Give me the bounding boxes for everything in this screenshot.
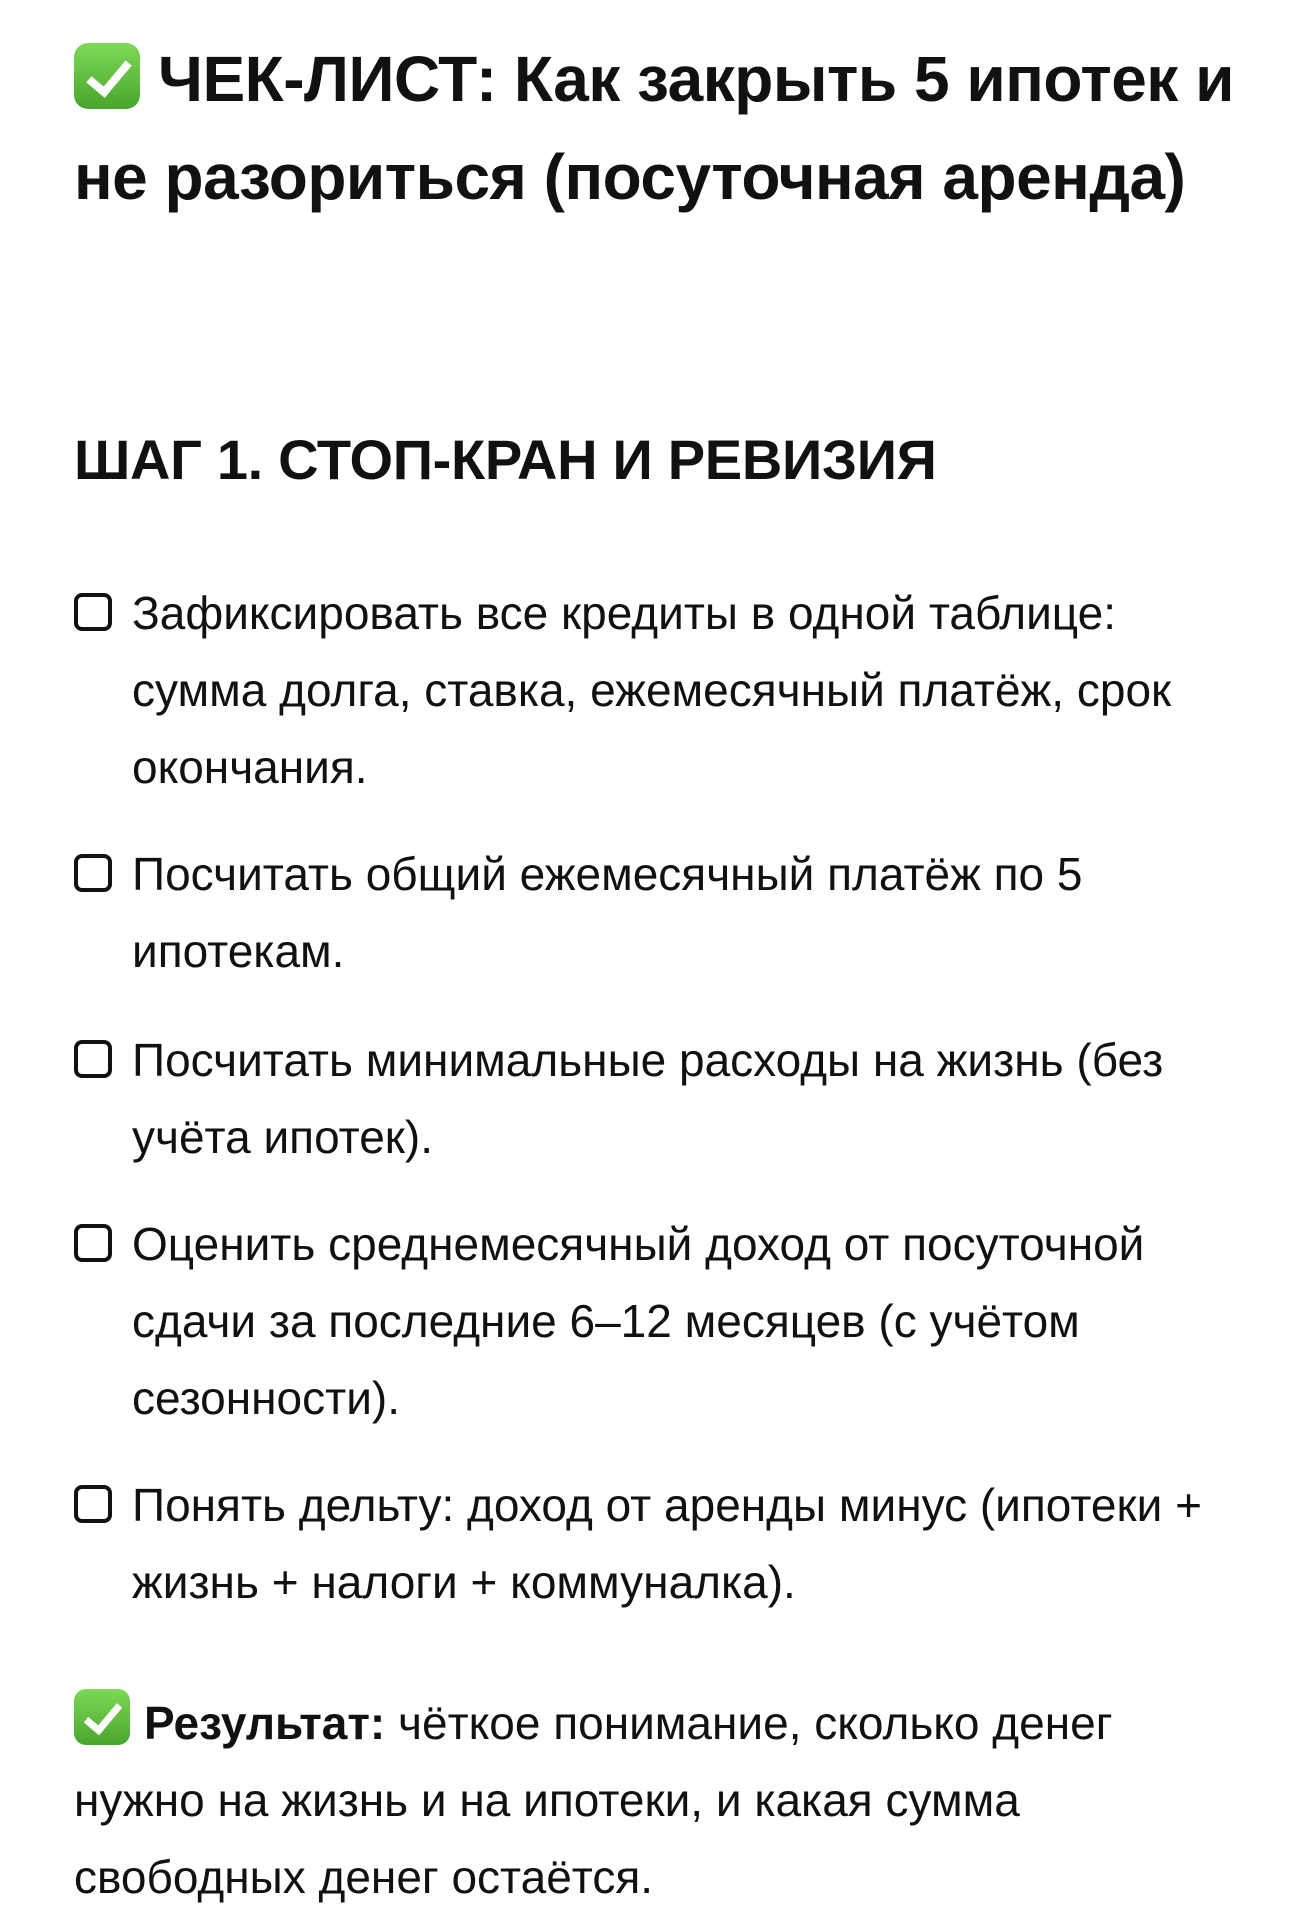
checkbox[interactable] (74, 854, 112, 892)
check-mark-icon (74, 1689, 130, 1745)
checklist-item-text: Посчитать общий ежемесячный платёж по 5 ипотекам. (132, 848, 1083, 977)
result-text: чёткое понимание, сколько денег нужно на жизнь и на ипотеки, и какая сумма свободных денег остаётся. (74, 1697, 1113, 1903)
checklist-item-text: Оценить среднемесячный доход от посуточной сдачи за последние 6–12 месяцев (с учётом сезонности). (132, 1218, 1145, 1424)
checkbox[interactable] (74, 1040, 112, 1078)
checkbox[interactable] (74, 1224, 112, 1262)
check-mark-icon (74, 43, 140, 109)
checklist-item-text: Зафиксировать все кредиты в одной таблице: сумма долга, ставка, ежемесячный платёж, срок окончания. (132, 587, 1172, 793)
checkbox[interactable] (74, 593, 112, 631)
checklist (74, 575, 1254, 1651)
checklist-item-text: Понять дельту: доход от аренды минус (ипотеки + жизнь + налоги + коммуналка). (132, 1479, 1202, 1608)
result-label: Результат: (144, 1697, 386, 1749)
checkbox[interactable] (74, 1485, 112, 1523)
document (74, 30, 1254, 1903)
checklist-item (74, 1467, 1254, 1621)
checklist-item (74, 1206, 1254, 1437)
step-1-heading: ШАГ 1. СТОП-КРАН И РЕВИЗИЯ (74, 428, 937, 491)
checklist-item (74, 575, 1254, 806)
checklist-item-text: Посчитать минимальные расходы на жизнь (без учёта ипотек). (132, 1034, 1164, 1163)
checklist-item (74, 1022, 1254, 1176)
checklist-title (74, 30, 1254, 226)
result-paragraph (74, 1685, 1254, 1916)
checklist-item (74, 836, 1254, 990)
title-text: ЧЕК-ЛИСТ: Как закрыть 5 ипотек и не разориться (посуточная аренда) (74, 43, 1234, 213)
